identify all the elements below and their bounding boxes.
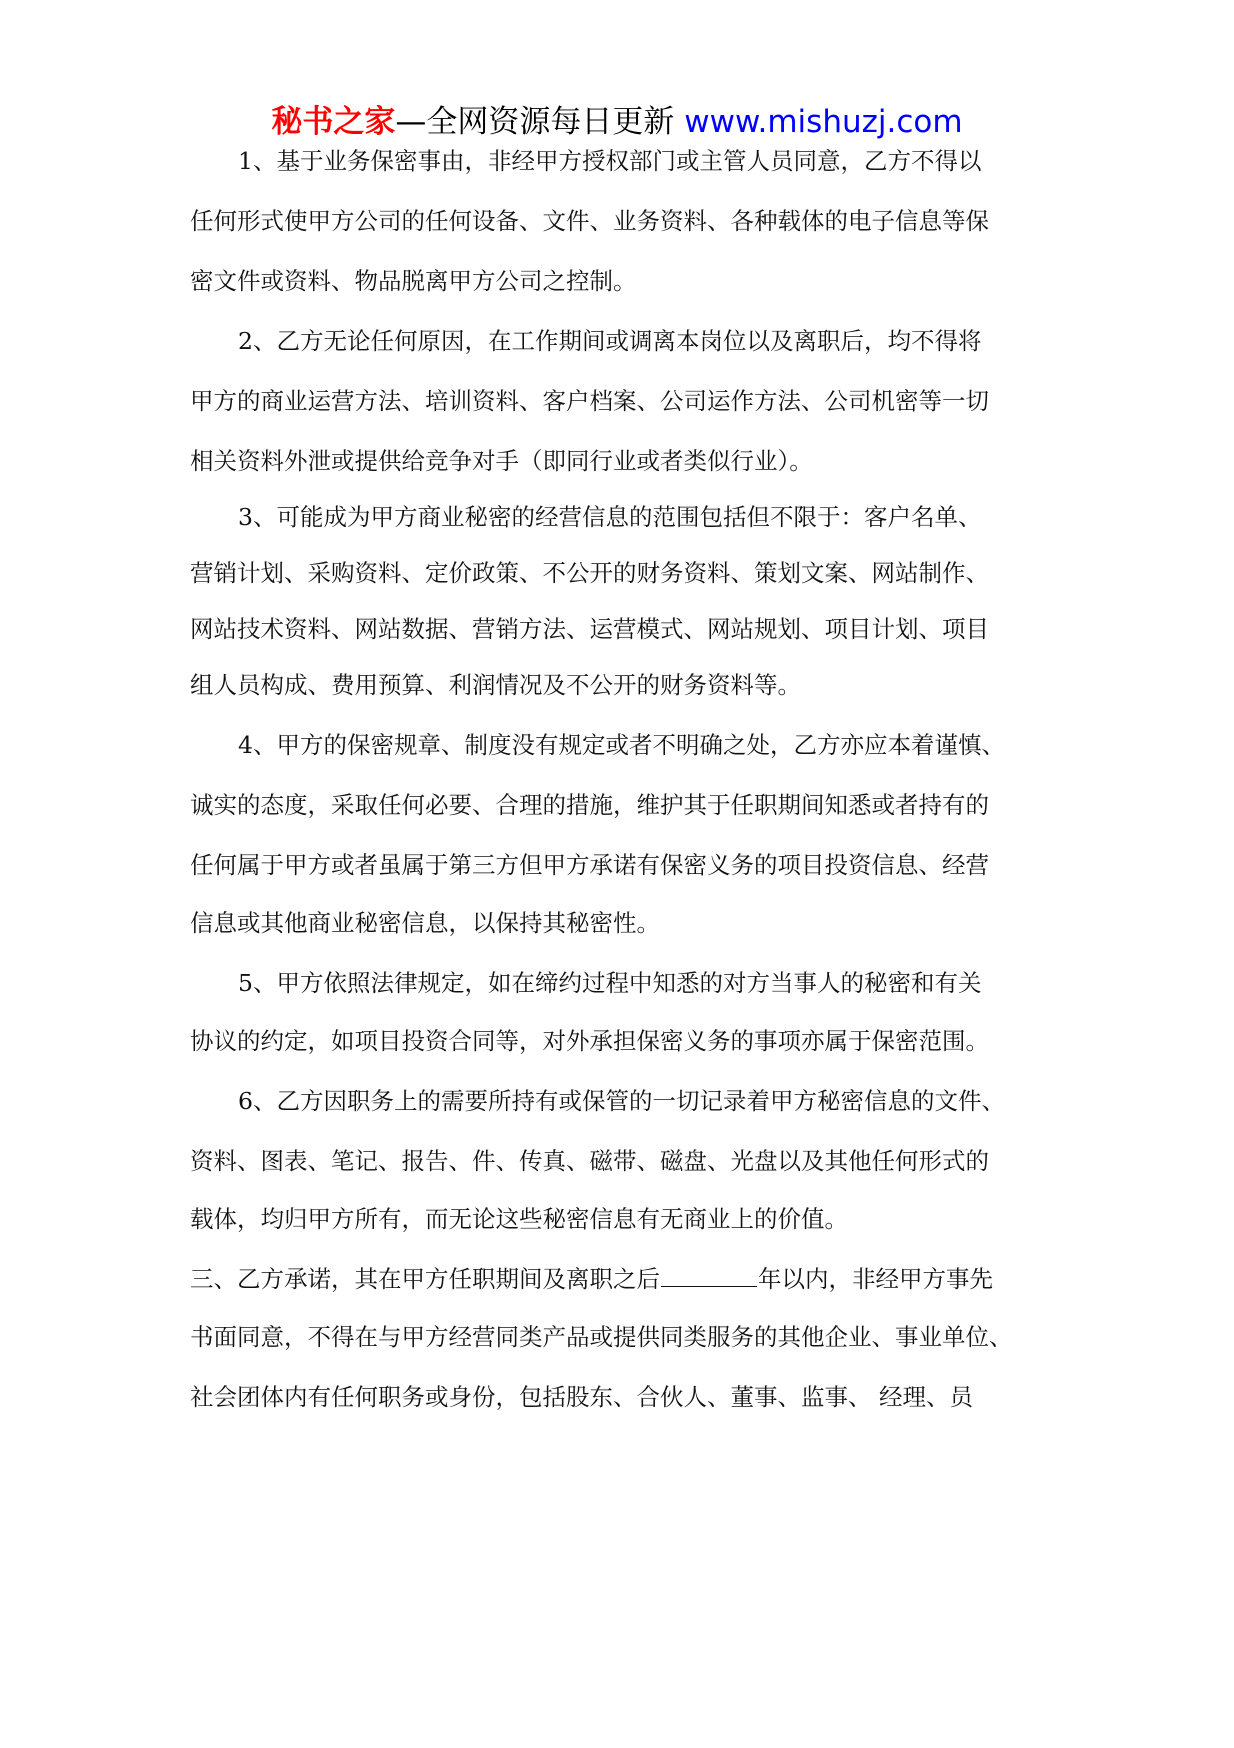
clause-4-line-4: 信息或其他商业秘密信息，以保持其秘密性。 <box>190 909 660 937</box>
section-3-text-after-blank: 年以内，非经甲方事先 <box>758 1265 993 1293</box>
site-tagline: —全网资源每日更新 <box>395 104 675 140</box>
clause-3-line-3: 网站技术资料、网站数据、营销方法、运营模式、网站规划、项目计划、项目 <box>190 615 989 643</box>
clause-4-line-2: 诚实的态度，采取任何必要、合理的措施，维护其于任职期间知悉或者持有的 <box>190 791 989 819</box>
clause-2-line-2: 甲方的商业运营方法、培训资料、客户档案、公司运作方法、公司机密等一切 <box>190 387 989 415</box>
clause-4-line-1: 4、甲方的保密规章、制度没有规定或者不明确之处，乙方亦应本着谨慎、 <box>238 731 1005 759</box>
clause-5-line-1: 5、甲方依照法律规定，如在缔约过程中知悉的对方当事人的秘密和有关 <box>238 969 982 997</box>
clause-1-line-1: 1、基于业务保密事由，非经甲方授权部门或主管人员同意，乙方不得以 <box>238 147 982 175</box>
section-3-line-3: 社会团体内有任何职务或身份，包括股东、合伙人、董事、监事、 经理、员 <box>190 1383 973 1411</box>
clause-6-line-2: 资料、图表、笔记、报告、件、传真、磁带、磁盘、光盘以及其他任何形式的 <box>190 1147 989 1175</box>
clause-2-line-1: 2、乙方无论任何原因，在工作期间或调离本岗位以及离职后，均不得将 <box>238 327 982 355</box>
site-url-link[interactable]: www.mishuzj.com <box>684 104 963 140</box>
clause-4-line-3: 任何属于甲方或者虽属于第三方但甲方承诺有保密义务的项目投资信息、经营 <box>190 851 989 879</box>
section-3-line-1 <box>190 1262 993 1296</box>
site-header <box>0 100 1234 144</box>
clause-3-line-2: 营销计划、采购资料、定价政策、不公开的财务资料、策划文案、网站制作、 <box>190 559 989 587</box>
clause-3-line-1: 3、可能成为甲方商业秘密的经营信息的范围包括但不限于：客户名单、 <box>238 503 982 531</box>
clause-1-line-2: 任何形式使甲方公司的任何设备、文件、业务资料、各种载体的电子信息等保 <box>190 207 989 235</box>
section-3-text-before-blank: 三、乙方承诺，其在甲方任职期间及离职之后 <box>190 1265 660 1293</box>
clause-2-line-3: 相关资料外泄或提供给竞争对手（即同行业或者类似行业）。 <box>190 447 813 475</box>
years-blank-field[interactable] <box>661 1264 757 1287</box>
clause-6-line-3: 载体，均归甲方所有，而无论这些秘密信息有无商业上的价值。 <box>190 1205 848 1233</box>
clause-3-line-4: 组人员构成、费用预算、利润情况及不公开的财务资料等。 <box>190 671 801 699</box>
clause-5-line-2: 协议的约定，如项目投资合同等，对外承担保密义务的事项亦属于保密范围。 <box>190 1027 989 1055</box>
site-brand: 秘书之家 <box>271 104 396 140</box>
section-3-line-2: 书面同意，不得在与甲方经营同类产品或提供同类服务的其他企业、事业单位、 <box>190 1323 1013 1351</box>
clause-6-line-1: 6、乙方因职务上的需要所持有或保管的一切记录着甲方秘密信息的文件、 <box>238 1087 1005 1115</box>
clause-1-line-3: 密文件或资料、物品脱离甲方公司之控制。 <box>190 267 637 295</box>
